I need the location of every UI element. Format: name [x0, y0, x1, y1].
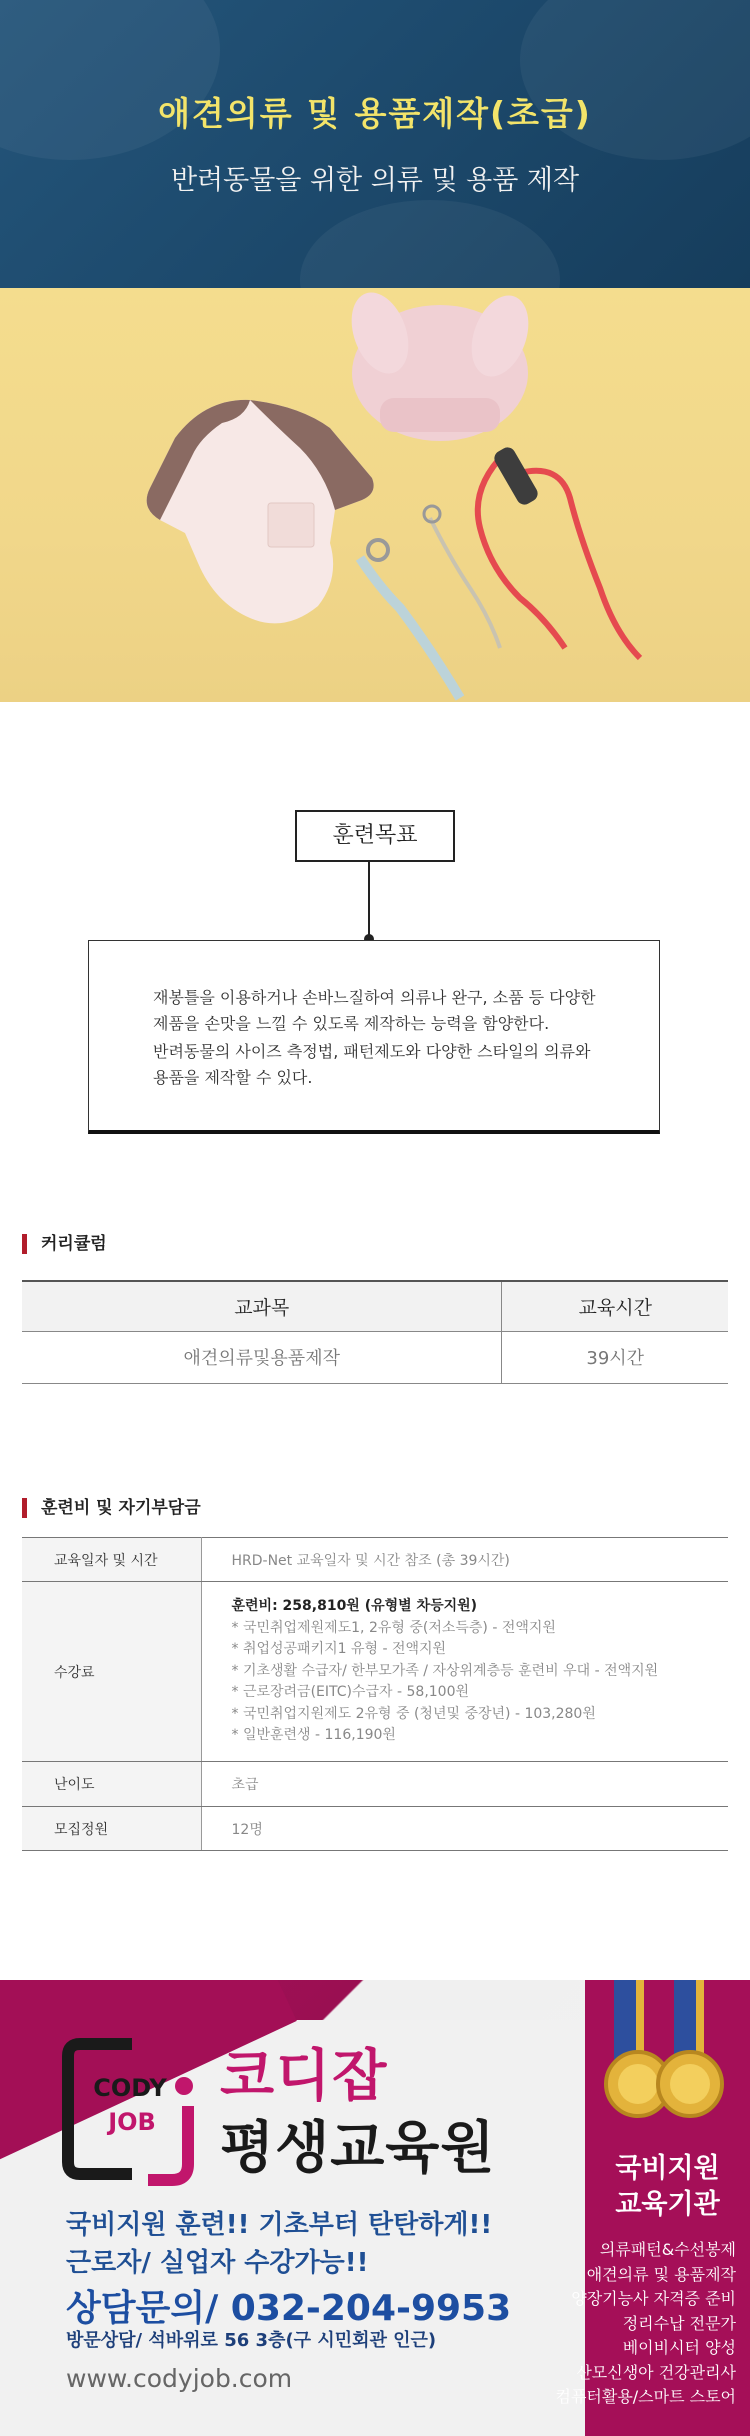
table-row: [22, 1807, 728, 1851]
fee-line: * 국민취업지원제도 2유형 중 (청년및 중장년) - 103,280원: [231, 1705, 596, 1722]
blue-collar: [360, 558, 460, 698]
fee-line: * 근로장려금(EITC)수급자 - 58,100원: [231, 1684, 470, 1701]
pet-clothing-illustration: [0, 288, 750, 702]
gov-support-heading: 국비지원: [615, 2153, 720, 2184]
promo-banner: [0, 1980, 750, 2436]
table-row: [22, 1582, 728, 1762]
capacity-value: 12명: [201, 1807, 728, 1851]
fee-line: * 국민취업제원제도1, 2유형 중(저소득층) - 전액지원: [231, 1619, 556, 1636]
logo-text-top: CODY: [93, 2074, 167, 2102]
fee-details: [201, 1582, 728, 1762]
contact-phone[interactable]: 상담문의/ 032-204-9953: [66, 2288, 512, 2329]
connector-line: [368, 862, 370, 940]
red-leash-loop: [520, 471, 640, 658]
cell-hours: 39시간: [502, 1331, 728, 1383]
capacity-label: 모집정원: [22, 1807, 201, 1851]
institution-heading: 교육기관: [615, 2189, 720, 2220]
decor-blob: [0, 0, 220, 160]
goal-paragraph: 반려동물의 사이즈 측정법, 패턴제도와 다양한 스타일의 의류와 용품을 제작할 수 있다.: [153, 1042, 591, 1087]
bunny-hat: [341, 288, 539, 441]
level-value: 초급: [201, 1762, 728, 1807]
goal-paragraph: 재봉틀을 이용하거나 손바느질하여 의류나 완구, 소품 등 다양한 제품을 손맛을 느낄 수 있도록 제작하는 능력을 함양한다.: [153, 988, 596, 1033]
fee-line: * 취업성공패키지1 유형 - 전액지원: [231, 1641, 447, 1658]
fee-line: 훈련비: 258,810원 (유형별 차등지원): [231, 1598, 478, 1615]
fees-heading: 훈련비 및 자기부담금: [22, 1498, 201, 1518]
training-goal-title: 훈련목표: [295, 810, 455, 862]
product-photo: [0, 288, 750, 702]
column-header-hours: 교육시간: [502, 1281, 728, 1331]
table-row: [22, 1331, 728, 1383]
decor-blob: [300, 200, 560, 288]
hero-header: [0, 0, 750, 288]
brand-name: 코디잡: [220, 2044, 389, 2109]
fee-line: * 일반훈련생 - 116,190원: [231, 1727, 396, 1744]
visit-address: 방문상담/ 석바위로 56 3층(구 시민회관 인근): [66, 2330, 437, 2351]
website-link[interactable]: www.codyjob.com: [66, 2364, 293, 2393]
page-title: 애견의류 및 용품제작(초급): [158, 94, 592, 133]
brand-subtitle: 평생교육원: [220, 2116, 496, 2181]
fee-label: 수강료: [22, 1582, 201, 1762]
pet-shirt: [147, 400, 374, 623]
list-item: 애견의류 및 용품제작: [586, 2264, 736, 2284]
list-item: 정리수납 전문가: [622, 2313, 736, 2333]
fee-line: * 기초생활 수급자/ 한부모가족 / 자상위계층등 훈련비 우대 - 전액지원: [231, 1662, 659, 1679]
decor-blob: [520, 0, 750, 160]
level-label: 난이도: [22, 1762, 201, 1807]
fees-table: [22, 1537, 728, 1851]
list-item: 의류패턴&수선봉제: [599, 2240, 736, 2259]
list-item: 양장기능사 자격증 준비: [571, 2289, 736, 2308]
table-row: [22, 1762, 728, 1807]
schedule-label: 교육일자 및 시간: [22, 1538, 201, 1582]
table-row: [22, 1538, 728, 1582]
column-header-subject: 교과목: [22, 1281, 502, 1331]
codyjob-logo-icon: [62, 2034, 210, 2186]
page-subtitle: 반려동물을 위한 의류 및 용품 제작: [170, 165, 580, 196]
curriculum-heading: 커리큘럼: [22, 1234, 107, 1254]
cell-subject: 애견의류및용품제작: [22, 1331, 502, 1383]
schedule-value: HRD-Net 교육일자 및 시간 참조 (총 39시간): [201, 1538, 728, 1582]
list-item: 베이비시터 양성: [622, 2338, 736, 2357]
banner-slogan: 국비지원 훈련!! 기초부터 탄탄하게!!: [66, 2210, 493, 2240]
list-item: 산모신생아 건강관리사: [576, 2362, 736, 2382]
training-goal-box: [88, 940, 660, 1134]
course-list: [556, 2238, 737, 2410]
banner-eligibility: 근로자/ 실업자 수강가능!!: [66, 2248, 369, 2278]
curriculum-table: [22, 1280, 728, 1384]
table-header-row: [22, 1281, 728, 1331]
medal-icon: [604, 1980, 724, 2130]
list-item: 컴퓨터활용/스마트 스토어: [555, 2387, 736, 2406]
logo-text-bottom: JOB: [108, 2108, 156, 2136]
